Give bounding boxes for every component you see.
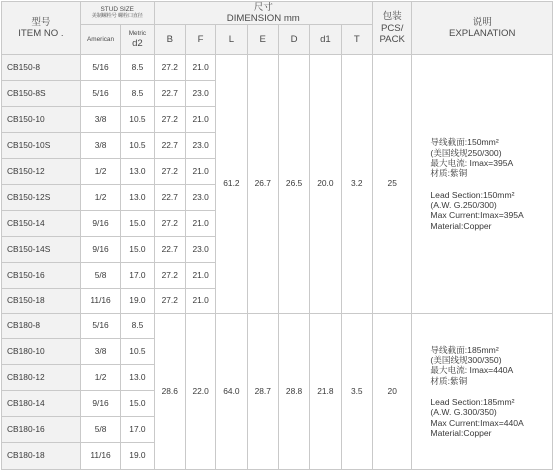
- d-cell: 28.8: [278, 314, 309, 470]
- item-no-cell: CB180-12: [2, 365, 81, 391]
- d1-cell: 20.0: [310, 55, 341, 314]
- d1-cell: 21.8: [310, 314, 341, 470]
- explanation-line-en: Material:Copper: [430, 220, 492, 231]
- stud-size-header: STUD SIZE 美制螺栓号 螺栓口直径: [80, 2, 154, 25]
- f-cell: 23.0: [185, 81, 215, 107]
- item-no-cell: CB150-10: [2, 107, 81, 133]
- f-cell: 23.0: [185, 185, 215, 211]
- d-header: D: [278, 25, 309, 55]
- t-cell: 3.5: [341, 314, 372, 470]
- explanation-line-cn: 最大电流: Imax=395A: [430, 157, 514, 168]
- item-no-cell: CB150-18: [2, 289, 81, 314]
- item-no-cell: CB150-16: [2, 263, 81, 289]
- explanation-line-en: (A.W. G.250/300): [430, 199, 497, 210]
- explanation-line-cn: 导线截面:150mm²: [430, 137, 499, 148]
- explanation-line-en: Max Current:Imax=395A: [430, 210, 524, 221]
- e-header: E: [247, 25, 278, 55]
- l-header: L: [216, 25, 247, 55]
- l-cell: 64.0: [216, 314, 247, 470]
- explanation-line-cn: (美国线规250/300): [430, 147, 502, 158]
- item-no-cell: CB150-14S: [2, 237, 81, 263]
- item-no-cell: CB150-8: [2, 55, 81, 81]
- explanation-line-cn: 材质:紫铜: [430, 375, 468, 386]
- american-cell: 11/16: [80, 443, 120, 470]
- explanation-line-cn: 导线截面:185mm²: [430, 344, 499, 355]
- explanation-line-cn: 材质:紫铜: [430, 168, 468, 179]
- e-cell: 26.7: [247, 55, 278, 314]
- f-cell: 21.0: [185, 159, 215, 185]
- b-cell: 27.2: [154, 159, 185, 185]
- explanation-line-en: Max Current:Imax=440A: [430, 417, 524, 428]
- b-cell: 27.2: [154, 211, 185, 237]
- american-cell: 9/16: [80, 391, 120, 417]
- b-cell: 28.6: [154, 314, 185, 470]
- b-cell: 27.2: [154, 55, 185, 81]
- american-cell: 9/16: [80, 211, 120, 237]
- metric-d2-cell: 15.0: [121, 237, 154, 263]
- metric-d2-cell: 13.0: [121, 365, 154, 391]
- explanation-gap: [430, 386, 552, 397]
- american-cell: 1/2: [80, 185, 120, 211]
- american-cell: 9/16: [80, 237, 120, 263]
- item-no-cell: CB150-10S: [2, 133, 81, 159]
- metric-d2-cell: 10.5: [121, 107, 154, 133]
- explanation-header: 说明 EXPLANATION: [412, 2, 553, 55]
- d-cell: 26.5: [278, 55, 309, 314]
- b-cell: 27.2: [154, 289, 185, 314]
- explanation-line-cn: 最大电流: Imax=440A: [430, 365, 514, 376]
- b-cell: 27.2: [154, 263, 185, 289]
- d1-header: d1: [310, 25, 341, 55]
- item-no-cell: CB150-8S: [2, 81, 81, 107]
- metric-d2-cell: 8.5: [121, 314, 154, 339]
- explanation-gap: [430, 179, 552, 190]
- explanation-line-en: (A.W. G.300/350): [430, 407, 497, 418]
- metric-d2-cell: 19.0: [121, 443, 154, 470]
- spec-body: [2, 55, 553, 470]
- spec-table: [1, 1, 553, 470]
- pack-header: 包装 PCS/ PACK: [372, 2, 411, 55]
- american-cell: 5/8: [80, 263, 120, 289]
- metric-d2-cell: 19.0: [121, 289, 154, 314]
- f-cell: 23.0: [185, 237, 215, 263]
- american-cell: 11/16: [80, 289, 120, 314]
- item-no-cell: CB180-8: [2, 314, 81, 339]
- b-cell: 27.2: [154, 107, 185, 133]
- explanation-line-en: Material:Copper: [430, 428, 492, 438]
- f-cell: 21.0: [185, 263, 215, 289]
- b-cell: 22.7: [154, 133, 185, 159]
- f-cell: 22.0: [185, 314, 215, 470]
- table-row: [2, 314, 553, 339]
- t-cell: 3.2: [341, 55, 372, 314]
- american-cell: 1/2: [80, 159, 120, 185]
- t-header: T: [341, 25, 372, 55]
- item-no-cell: CB180-14: [2, 391, 81, 417]
- american-cell: 3/8: [80, 133, 120, 159]
- f-cell: 21.0: [185, 107, 215, 133]
- metric-d2-cell: 8.5: [121, 81, 154, 107]
- l-cell: 61.2: [216, 55, 247, 314]
- metric-d2-cell: 8.5: [121, 55, 154, 81]
- f-cell: 21.0: [185, 211, 215, 237]
- pack-cell: 25: [372, 55, 411, 314]
- b-cell: 22.7: [154, 237, 185, 263]
- table-row: [2, 55, 553, 81]
- b-cell: 22.7: [154, 81, 185, 107]
- item-no-cell: CB180-18: [2, 443, 81, 470]
- american-cell: 5/8: [80, 417, 120, 443]
- item-no-cell: CB150-12S: [2, 185, 81, 211]
- metric-d2-cell: 17.0: [121, 417, 154, 443]
- american-cell: 5/16: [80, 55, 120, 81]
- explanation-cell: [412, 55, 553, 314]
- explanation-line-cn: (美国线规300/350): [430, 355, 502, 366]
- b-header: B: [154, 25, 185, 55]
- metric-d2-cell: 15.0: [121, 211, 154, 237]
- metric-d2-cell: 17.0: [121, 263, 154, 289]
- item-no-cell: CB150-12: [2, 159, 81, 185]
- american-cell: 5/16: [80, 81, 120, 107]
- american-cell: 3/8: [80, 107, 120, 133]
- item-no-cell: CB150-14: [2, 211, 81, 237]
- explanation-line-en: Lead Section:185mm²: [430, 397, 515, 408]
- f-cell: 23.0: [185, 133, 215, 159]
- explanation-line-en: Lead Section:150mm²: [430, 189, 515, 200]
- metric-header: Metric d2: [121, 25, 154, 55]
- f-header: F: [185, 25, 215, 55]
- metric-d2-cell: 10.5: [121, 133, 154, 159]
- metric-d2-cell: 10.5: [121, 339, 154, 365]
- e-cell: 28.7: [247, 314, 278, 470]
- item-no-cell: CB180-16: [2, 417, 81, 443]
- b-cell: 22.7: [154, 185, 185, 211]
- american-cell: 5/16: [80, 314, 120, 339]
- pack-cell: 20: [372, 314, 411, 470]
- metric-d2-cell: 15.0: [121, 391, 154, 417]
- american-cell: 3/8: [80, 339, 120, 365]
- item-no-cell: CB180-10: [2, 339, 81, 365]
- f-cell: 21.0: [185, 289, 215, 314]
- american-cell: 1/2: [80, 365, 120, 391]
- item-no-header: 型号 ITEM NO .: [2, 2, 81, 55]
- metric-d2-cell: 13.0: [121, 159, 154, 185]
- explanation-cell: [412, 314, 553, 470]
- dimension-header: 尺寸 DIMENSION mm: [154, 2, 372, 25]
- metric-d2-cell: 13.0: [121, 185, 154, 211]
- f-cell: 21.0: [185, 55, 215, 81]
- american-header: American: [80, 25, 120, 55]
